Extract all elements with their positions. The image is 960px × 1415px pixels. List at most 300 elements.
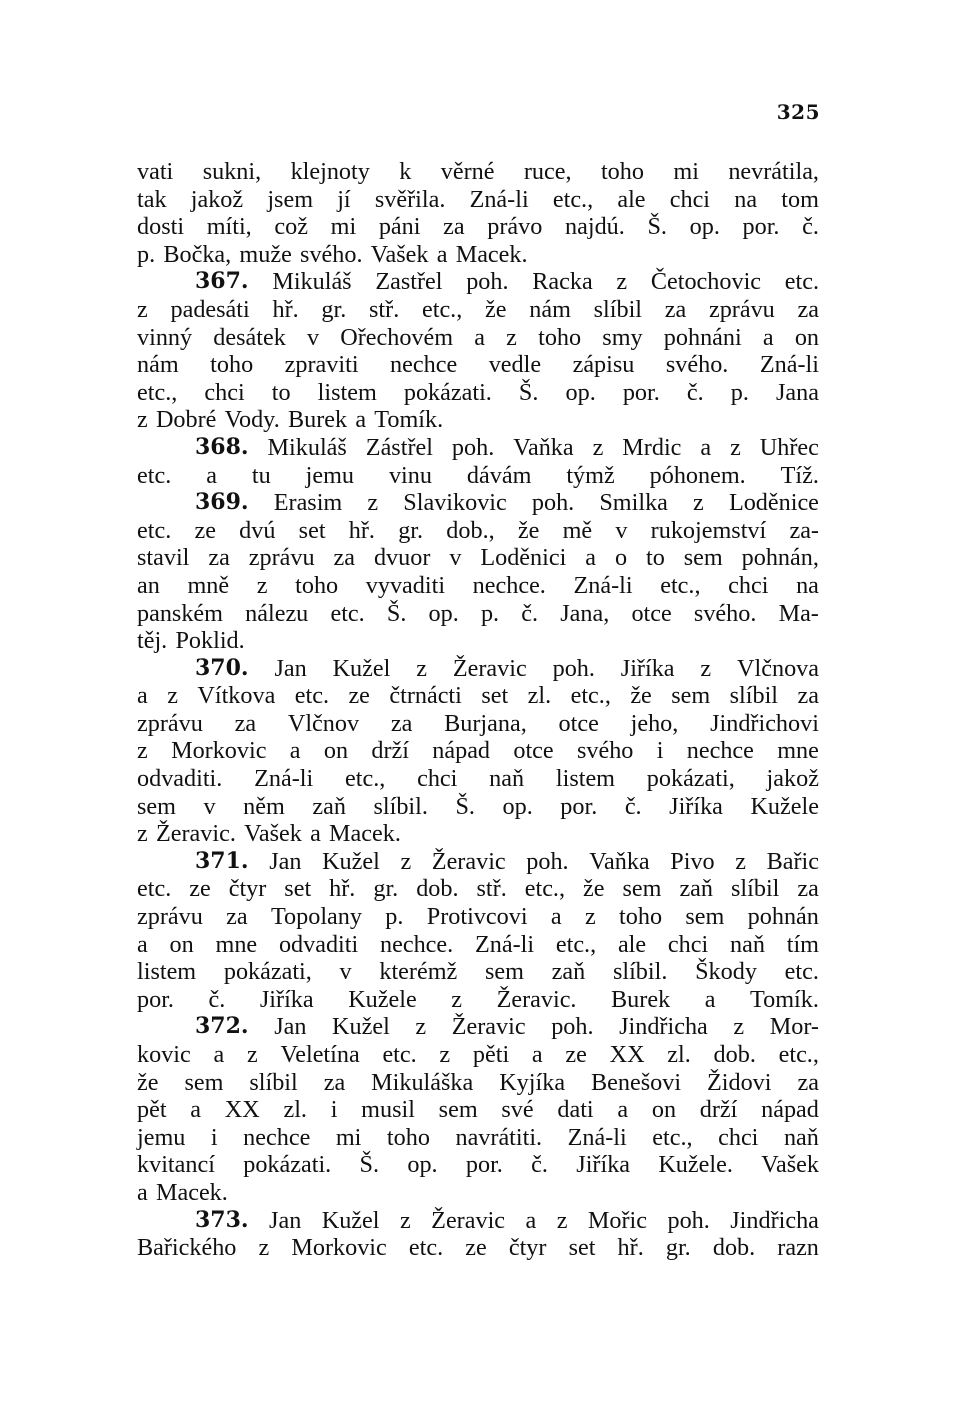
word: č. (802, 213, 819, 241)
word: p. (730, 378, 749, 406)
word: zápisu (572, 351, 635, 379)
word: Jiříka (620, 654, 675, 682)
word: mně (187, 571, 230, 599)
word: Š. (386, 599, 407, 627)
word: Zná-li (254, 765, 314, 793)
word: Vlčnova (737, 654, 819, 682)
text-line (137, 848, 819, 876)
word: slíbil. (612, 958, 668, 986)
word: Š. (359, 1151, 380, 1179)
word: naň (489, 765, 525, 793)
word: chci (417, 765, 458, 793)
word: naň (730, 930, 765, 958)
word: etc. (784, 268, 819, 296)
text-line (137, 158, 819, 186)
word: set (284, 875, 312, 903)
word: z (556, 1206, 568, 1234)
word: poh. (451, 433, 495, 461)
word: i (330, 1096, 338, 1124)
word: a (355, 406, 367, 434)
word: Vašek (370, 240, 429, 268)
word: Žeravic. (155, 820, 236, 848)
word: Macek. (329, 820, 401, 848)
word: jí (337, 185, 351, 213)
word: Š. (647, 213, 667, 241)
word: z (137, 737, 148, 765)
word: Dobré (155, 406, 217, 434)
word: set (298, 516, 326, 544)
text-line (137, 903, 819, 931)
word: i (656, 737, 664, 765)
word: Topolany (270, 903, 362, 931)
word: poh. (531, 489, 575, 517)
word: čtyr (508, 1234, 547, 1262)
word: svého. (665, 351, 729, 379)
word: Mikuláš (267, 433, 347, 461)
word: razn (777, 1234, 819, 1262)
word: jakož (190, 185, 244, 213)
word: op. (428, 599, 459, 627)
word: toho (386, 1123, 430, 1151)
word: Žeravic. (496, 985, 577, 1013)
word: odvaditi (278, 930, 359, 958)
word: to (271, 378, 291, 406)
word: věrné (440, 158, 495, 185)
word: z (416, 654, 427, 682)
word: z (246, 1041, 258, 1068)
word: p. (480, 599, 500, 627)
word: a (525, 1206, 537, 1234)
word: svého. (693, 599, 757, 627)
word: etc., (345, 765, 386, 793)
word: Vlčnov (287, 709, 360, 737)
word: smy (602, 323, 643, 351)
word: Zná-li (469, 185, 529, 213)
word: tak (137, 185, 167, 213)
word: za (208, 544, 230, 572)
word: chci (667, 930, 709, 958)
word: odvaditi. (137, 765, 223, 793)
word: jakož (766, 765, 819, 793)
word: Vašek (761, 1151, 819, 1179)
word: stř. (369, 295, 400, 323)
text-line (137, 213, 819, 241)
word: svého (576, 737, 634, 765)
word: sem (685, 903, 725, 931)
word: Jindřicha (730, 1206, 819, 1234)
text-line (137, 1207, 819, 1235)
word: že (517, 516, 540, 544)
word: dob., (446, 516, 495, 544)
word: sem (622, 875, 662, 903)
word: a (289, 737, 301, 765)
word: nechce (686, 737, 754, 765)
word: Benešovi (591, 1068, 682, 1096)
entry-number: 368. (195, 433, 249, 460)
word: Žeravic (431, 1206, 506, 1234)
word: Morkovic (291, 1234, 387, 1262)
text-line (137, 986, 819, 1014)
word: kterémž (379, 958, 458, 986)
word: padesáti (170, 295, 250, 323)
word: dati (557, 1096, 594, 1124)
word: sem (137, 792, 176, 820)
word: Žeravic (451, 1013, 526, 1041)
word: sem (484, 958, 524, 986)
word: gr. (373, 875, 399, 903)
word: pět (137, 1096, 167, 1124)
word: za (797, 1068, 819, 1096)
word: XX (609, 1041, 645, 1068)
word: Mikuláš (272, 268, 352, 296)
word: zaň (312, 792, 346, 820)
word: Kužel (332, 1013, 390, 1041)
text-line (137, 655, 819, 683)
word: Ořechovém (340, 323, 454, 351)
word: a (213, 1041, 225, 1068)
entry-number: 373. (195, 1206, 249, 1233)
word: nám (529, 295, 571, 323)
word: dob. (713, 1041, 756, 1068)
word: zprávu (248, 544, 315, 572)
word: Š. (518, 378, 539, 406)
word: Vašek (244, 820, 302, 848)
word: za (323, 1068, 346, 1096)
word: Loděnice (728, 489, 819, 517)
word: toho (600, 158, 644, 185)
word: naň (783, 1123, 819, 1151)
word: slíbil. (373, 792, 428, 820)
text-line (137, 1041, 819, 1069)
word: Jindřichovi (710, 709, 819, 737)
word: a (704, 985, 716, 1013)
word: otce (631, 599, 672, 627)
word: Mor- (769, 1013, 819, 1041)
word: listem (137, 958, 197, 986)
text-line (137, 765, 819, 793)
word: ze (465, 1234, 487, 1262)
word: op. (502, 792, 533, 820)
word: za (797, 875, 819, 903)
text-line (137, 1069, 819, 1097)
word: a (206, 461, 217, 489)
word: etc. (382, 1041, 417, 1068)
word: v (203, 792, 216, 820)
word: dob. (416, 875, 459, 903)
word: v (339, 958, 352, 986)
text-line (137, 931, 819, 959)
word: a (436, 240, 448, 268)
word: vinný (137, 323, 193, 351)
word: slíbil (731, 875, 780, 903)
text-line (137, 627, 819, 655)
entry-number: 367. (195, 268, 249, 295)
word: ze (194, 516, 216, 544)
word: z (451, 985, 463, 1013)
word: č. (208, 985, 226, 1013)
word: čtyr (228, 875, 267, 903)
word: set (481, 682, 509, 710)
word: právo (487, 213, 543, 241)
word: pokázati, (223, 958, 312, 986)
word: nápad (761, 1096, 819, 1124)
text-line (137, 489, 819, 517)
word: Pivo (670, 847, 715, 875)
word: zprávu (708, 295, 775, 323)
word: Macek. (455, 240, 528, 268)
word: najdú. (565, 213, 625, 241)
word: č. (686, 378, 704, 406)
word: Bočka, (163, 240, 232, 268)
entry-number: 371. (195, 847, 249, 874)
word: vyvaditi (365, 571, 446, 599)
word: toho (210, 351, 254, 379)
word: Š. (455, 792, 475, 820)
entry-number: 370. (195, 654, 249, 681)
word: za (664, 295, 687, 323)
word: Zná-li (567, 1123, 627, 1151)
word: etc. (784, 958, 819, 986)
word: p. (385, 903, 404, 931)
word: dosti (137, 213, 185, 241)
word: č. (521, 599, 539, 627)
word: ruce, (523, 158, 572, 185)
word: etc. (137, 875, 172, 903)
word: on (169, 930, 194, 958)
word: mne (215, 930, 258, 958)
word: pohnán (747, 903, 819, 931)
word: ze (348, 682, 370, 710)
word: jsem (267, 185, 314, 213)
word: z (367, 489, 379, 517)
word: a (310, 820, 321, 848)
word: a (617, 1096, 629, 1124)
text-line (137, 296, 819, 324)
word: pokázati, (646, 765, 735, 793)
word: set (568, 1234, 596, 1262)
word: an (137, 571, 160, 599)
word: čtrnácti (389, 682, 462, 710)
text-line (137, 406, 819, 434)
word: že (630, 682, 652, 710)
word: a (531, 1041, 543, 1068)
entry-number: 372. (195, 1013, 249, 1040)
word: což (274, 213, 308, 241)
word: Žeravic (431, 847, 506, 875)
word: Škody (695, 958, 757, 986)
word: z (258, 1234, 270, 1262)
word: Vaňka (513, 433, 574, 461)
word: Zná-li (474, 930, 535, 958)
text-line (137, 1124, 819, 1152)
text-line (137, 737, 819, 765)
word: Jana, (560, 599, 610, 627)
word: toho (295, 571, 339, 599)
word: slíbil (593, 295, 643, 323)
word: v (306, 323, 320, 351)
word: etc. (294, 682, 329, 710)
word: Kužel (322, 847, 380, 875)
word: z (733, 1013, 745, 1041)
word: Zastřel (375, 268, 443, 296)
word: on (794, 323, 819, 351)
word: Smilka (599, 489, 668, 517)
word: a (137, 682, 148, 710)
word: Vítkova (197, 682, 276, 710)
word: za (390, 709, 413, 737)
word: zl. (283, 1096, 307, 1124)
text-line (137, 241, 819, 269)
word: Židovi (707, 1068, 772, 1096)
word: nechce. (380, 930, 454, 958)
word: a (762, 323, 774, 351)
word: mi (673, 158, 699, 185)
word: kovic (137, 1041, 191, 1068)
word: Kužele (348, 985, 417, 1013)
word: Tíž. (780, 461, 819, 489)
word: poh. (526, 847, 569, 875)
word: Jiříka (669, 792, 723, 820)
word: že (137, 1068, 159, 1096)
word: za (797, 682, 819, 710)
word: etc., (552, 185, 594, 213)
word: chci (204, 378, 245, 406)
word: etc. (330, 599, 365, 627)
word: mi (330, 213, 357, 241)
word: slíbil (249, 1068, 298, 1096)
word: drží (699, 1096, 738, 1124)
word: Mořic (587, 1206, 648, 1234)
word: nechce. (472, 571, 546, 599)
word: vinu (388, 461, 432, 489)
word: a (585, 544, 596, 572)
text-line (137, 1234, 819, 1262)
word: etc., (570, 682, 611, 710)
word: zl. (527, 682, 552, 710)
word: míti, (206, 213, 252, 241)
word: etc. (137, 461, 172, 489)
word: hř. (272, 295, 299, 323)
word: že (583, 875, 605, 903)
word: nechce (390, 351, 458, 379)
word: zprávu (137, 903, 203, 931)
word: Zástřel (365, 433, 433, 461)
word: on (323, 737, 349, 765)
word: z (256, 571, 268, 599)
word: Jindřicha (619, 1013, 708, 1041)
word: kvitancí (137, 1151, 215, 1179)
word: Ma- (778, 599, 819, 627)
word: pěti (472, 1041, 510, 1068)
word: etc. (137, 516, 172, 544)
word: Bařického (137, 1234, 237, 1262)
word: por. (465, 1151, 503, 1179)
word: z (730, 433, 741, 461)
word: o (614, 544, 628, 572)
word: Kužel (332, 654, 391, 682)
word: to (645, 544, 665, 572)
word: zaň (551, 958, 586, 986)
word: pohnán, (741, 544, 819, 572)
word: poh. (667, 1206, 710, 1234)
body-text (137, 158, 819, 1262)
word: z (399, 1206, 411, 1234)
word: v (449, 544, 462, 572)
word: mne (777, 737, 819, 765)
word: dvú (239, 516, 276, 544)
word: etc., (660, 571, 701, 599)
word: i (210, 1123, 218, 1151)
word: z (693, 489, 704, 517)
word: a (474, 323, 485, 351)
word: p. (137, 240, 156, 268)
word: a (190, 1096, 202, 1124)
word: etc., (524, 875, 566, 903)
word: Jana (775, 378, 819, 406)
word: Vaňka (589, 847, 650, 875)
word: chci (728, 571, 769, 599)
word: mi (335, 1123, 362, 1151)
word: Kužele. (658, 1151, 733, 1179)
word: sem (683, 544, 723, 572)
word: chci (669, 185, 711, 213)
word: a (550, 903, 562, 931)
word: zpraviti (284, 351, 359, 379)
word: Tomík. (374, 406, 444, 434)
word: Zná-li (573, 571, 633, 599)
text-line (137, 875, 819, 903)
page-number: 325 (776, 100, 820, 124)
text-line (137, 1151, 819, 1179)
word: Loděnici (480, 544, 567, 572)
word: por. (622, 378, 660, 406)
word: z (735, 847, 746, 875)
word: v (615, 516, 628, 544)
word: tu (251, 461, 271, 489)
word: za- (789, 516, 819, 544)
word: hř. (617, 1234, 644, 1262)
word: etc. (408, 1234, 444, 1262)
word: Jiříka (576, 1151, 631, 1179)
word: otce (513, 737, 554, 765)
word: z (584, 903, 596, 931)
word: za (226, 903, 248, 931)
word: Racka (532, 268, 593, 296)
word: Jan (269, 1206, 302, 1234)
word: svěřila. (374, 185, 446, 213)
word: navrátiti. (455, 1123, 543, 1151)
word: Uhřec (759, 433, 819, 461)
word: op. (689, 213, 720, 241)
text-line (137, 268, 819, 296)
word: ze (189, 875, 211, 903)
word: z (137, 295, 148, 323)
word: jemu (305, 461, 355, 489)
word: stř. (476, 875, 507, 903)
word: klejnoty (290, 158, 370, 185)
word: Zná-li (759, 351, 819, 379)
word: Kužel (321, 1206, 380, 1234)
word: na (734, 185, 758, 213)
word: že (485, 295, 507, 323)
word: Burek (287, 406, 348, 434)
word: etc., (555, 930, 597, 958)
word: etc., (652, 1123, 693, 1151)
text-line (137, 462, 819, 490)
word: hř. (329, 875, 356, 903)
word: listem (555, 765, 615, 793)
word: nám (137, 351, 179, 379)
